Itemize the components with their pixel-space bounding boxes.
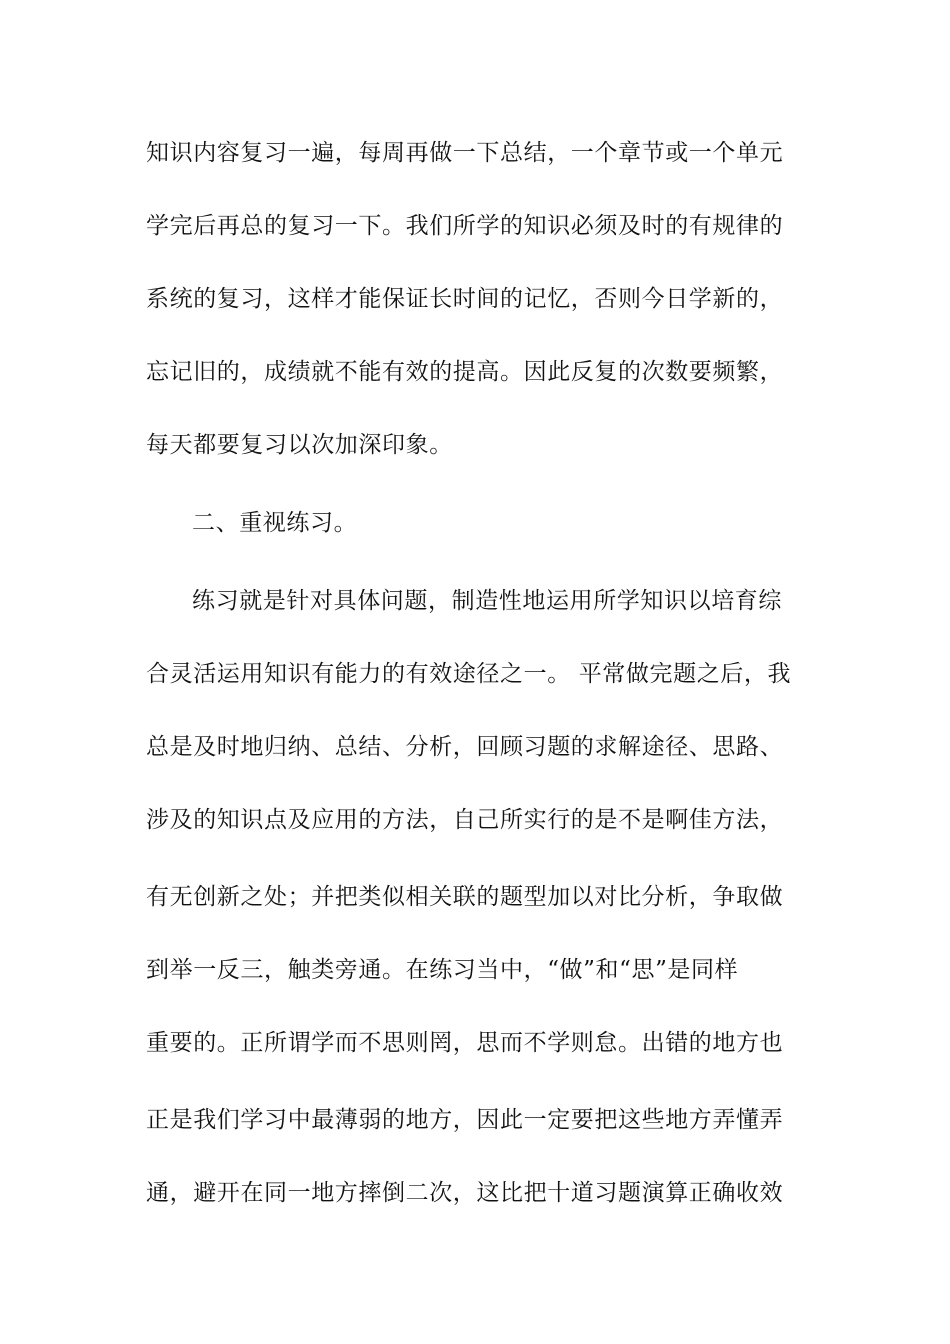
body-text-line: 有无创新之处；并把类似相关联的题型加以对比分析，争取做 [146,884,784,910]
body-text-line: 忘记旧的，成绩就不能有效的提高。因此反复的次数要频繁， [146,359,784,385]
body-text-line: 通，避开在同一地方摔倒二次，这比把十道习题演算正确收效 [146,1180,784,1206]
paragraph-first-line: 练习就是针对具体问题，制造性地运用所学知识以培育综 [192,588,782,614]
body-text-line: 学完后再总的复习一下。我们所学的知识必须及时的有规律的 [146,213,784,239]
body-text-line: 知识内容复习一遍，每周再做一下总结，一个章节或一个单元 [146,140,784,166]
body-text-line: 重要的。正所谓学而不思则罔，思而不学则怠。出错的地方也 [146,1030,784,1056]
body-text-line: 总是及时地归纳、总结、分析，回顾习题的求解途径、思路、 [146,734,784,760]
body-text-line: 到举一反三，触类旁通。在练习当中，“做”和“思”是同样 [146,957,739,983]
body-text-line: 系统的复习，这样才能保证长时间的记忆，否则今日学新的， [146,286,784,312]
body-text-line: 涉及的知识点及应用的方法，自己所实行的是不是啊佳方法， [146,807,784,833]
body-text-line: 合灵活运用知识有能力的有效途径之一。 平常做完题之后，我 [146,661,792,687]
body-text-line: 每天都要复习以次加深印象。 [146,432,453,458]
section-heading: 二、重视练习。 [192,510,358,536]
body-text-line: 正是我们学习中最薄弱的地方，因此一定要把这些地方弄懂弄 [146,1107,784,1133]
